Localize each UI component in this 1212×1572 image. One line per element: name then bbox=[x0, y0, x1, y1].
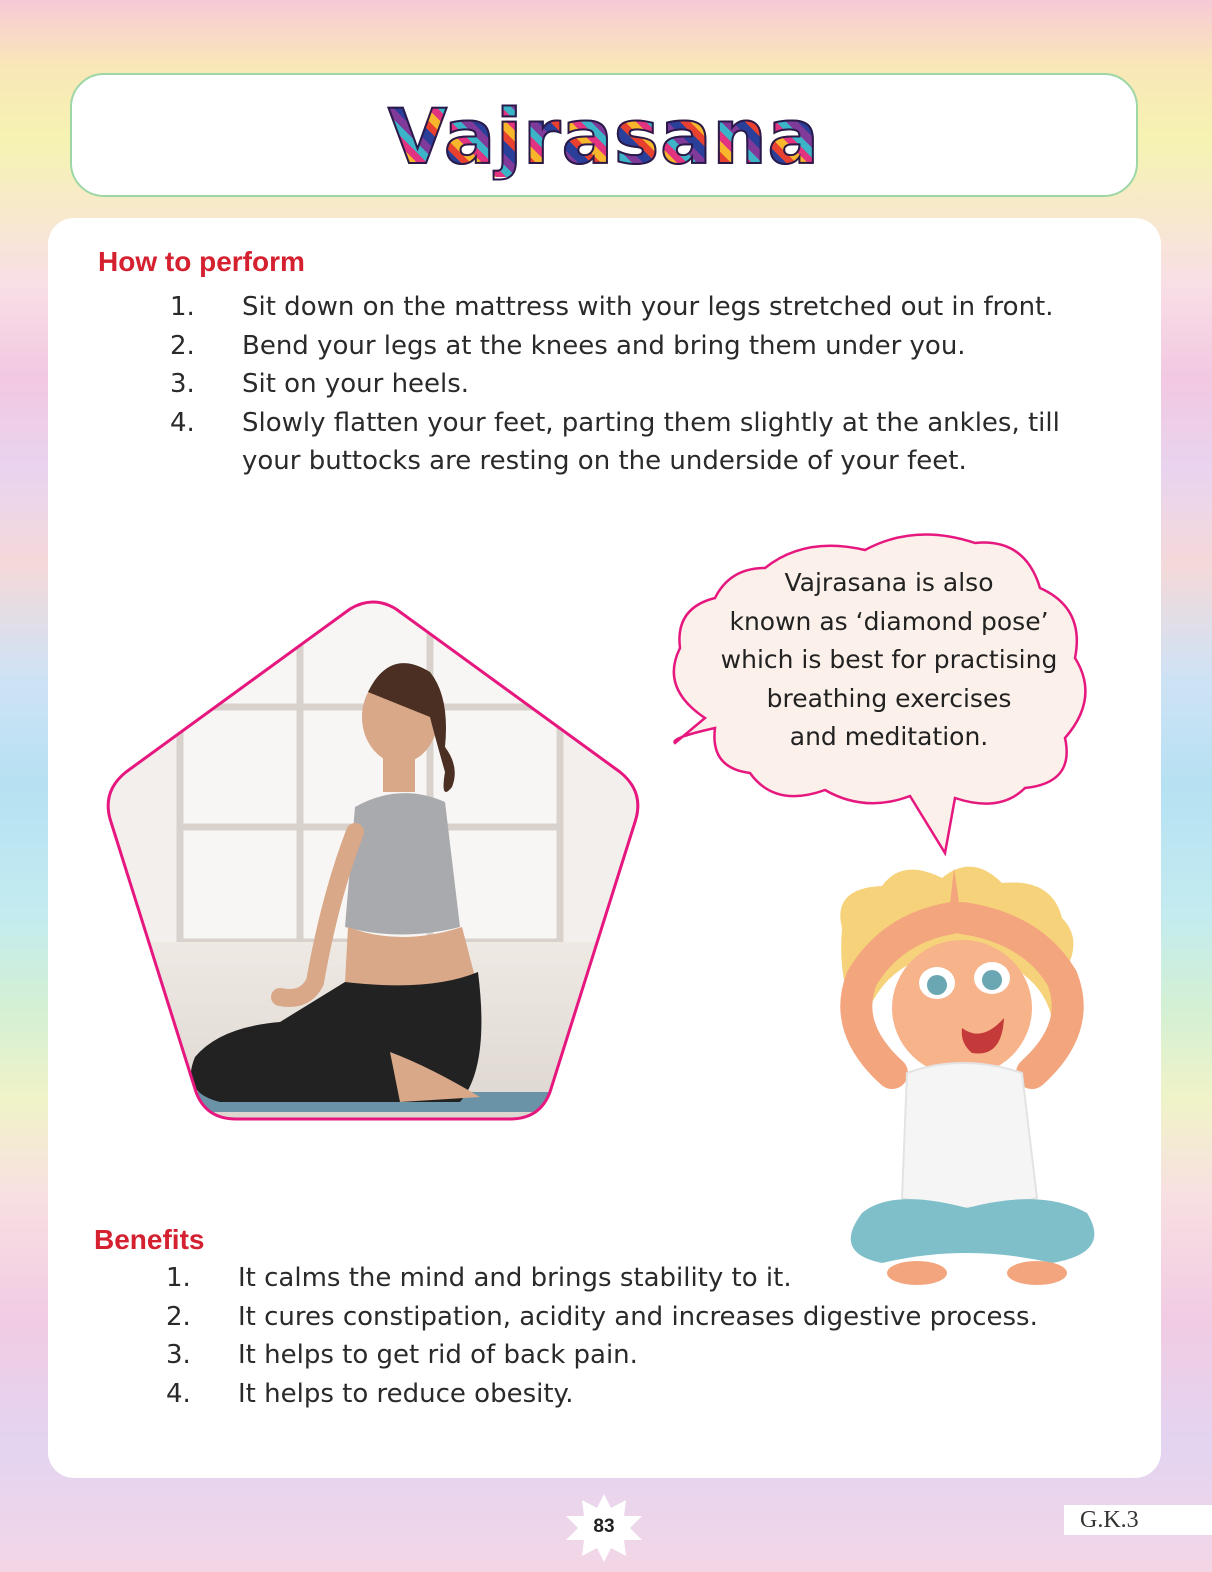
speech-bubble-text bbox=[710, 564, 1068, 757]
step-text: Sit down on the mattress with your legs stretched out in front. bbox=[242, 292, 1054, 322]
title-banner bbox=[70, 73, 1138, 197]
bubble-line: and meditation. bbox=[789, 722, 989, 751]
page-title: Vajrasana bbox=[72, 97, 1136, 177]
steps-list bbox=[170, 288, 1115, 481]
benefit-text: It helps to get rid of back pain. bbox=[238, 1340, 638, 1370]
list-item bbox=[166, 1375, 1046, 1414]
benefits-list bbox=[166, 1259, 1046, 1413]
list-item bbox=[170, 365, 1115, 404]
list-item bbox=[166, 1259, 1046, 1298]
list-item bbox=[170, 288, 1115, 327]
list-item bbox=[166, 1298, 1046, 1337]
book-code: G.K.3 bbox=[1064, 1505, 1212, 1535]
benefit-number: 4. bbox=[166, 1378, 191, 1409]
benefit-number: 3. bbox=[166, 1340, 191, 1370]
benefit-text: It cures constipation, acidity and increases digestive process. bbox=[238, 1301, 1038, 1332]
benefit-number: 1. bbox=[166, 1263, 191, 1293]
bubble-line: which is best for practising bbox=[720, 645, 1058, 674]
page-number: 83 bbox=[593, 1516, 615, 1537]
benefit-text: It calms the mind and brings stability to it. bbox=[238, 1263, 792, 1293]
list-item bbox=[170, 327, 1115, 366]
bubble-line: Vajrasana is also bbox=[784, 568, 994, 597]
how-to-perform-heading: How to perform bbox=[98, 246, 305, 277]
benefit-text: It helps to reduce obesity. bbox=[238, 1378, 574, 1409]
yoga-pose-photo bbox=[100, 597, 646, 1122]
step-number: 3. bbox=[170, 369, 195, 399]
list-item bbox=[166, 1336, 1046, 1375]
step-text: Sit on your heels. bbox=[242, 369, 470, 399]
step-number: 4. bbox=[170, 407, 195, 438]
bubble-line: breathing exercises bbox=[766, 683, 1012, 713]
page-number-badge bbox=[564, 1494, 644, 1562]
benefit-number: 2. bbox=[166, 1301, 191, 1332]
benefits-heading: Benefits bbox=[94, 1224, 205, 1255]
step-number: 2. bbox=[170, 330, 195, 361]
cartoon-kid-illustration bbox=[822, 858, 1112, 1290]
list-item bbox=[170, 404, 1115, 481]
step-text: Slowly flatten your feet, parting them slightly at the ankles, till your buttocks are resting on the underside of your feet. bbox=[242, 407, 1060, 476]
step-number: 1. bbox=[170, 292, 195, 322]
step-text: Bend your legs at the knees and bring them under you. bbox=[242, 330, 966, 361]
bubble-line: known as ‘diamond pose’ bbox=[729, 606, 1049, 636]
